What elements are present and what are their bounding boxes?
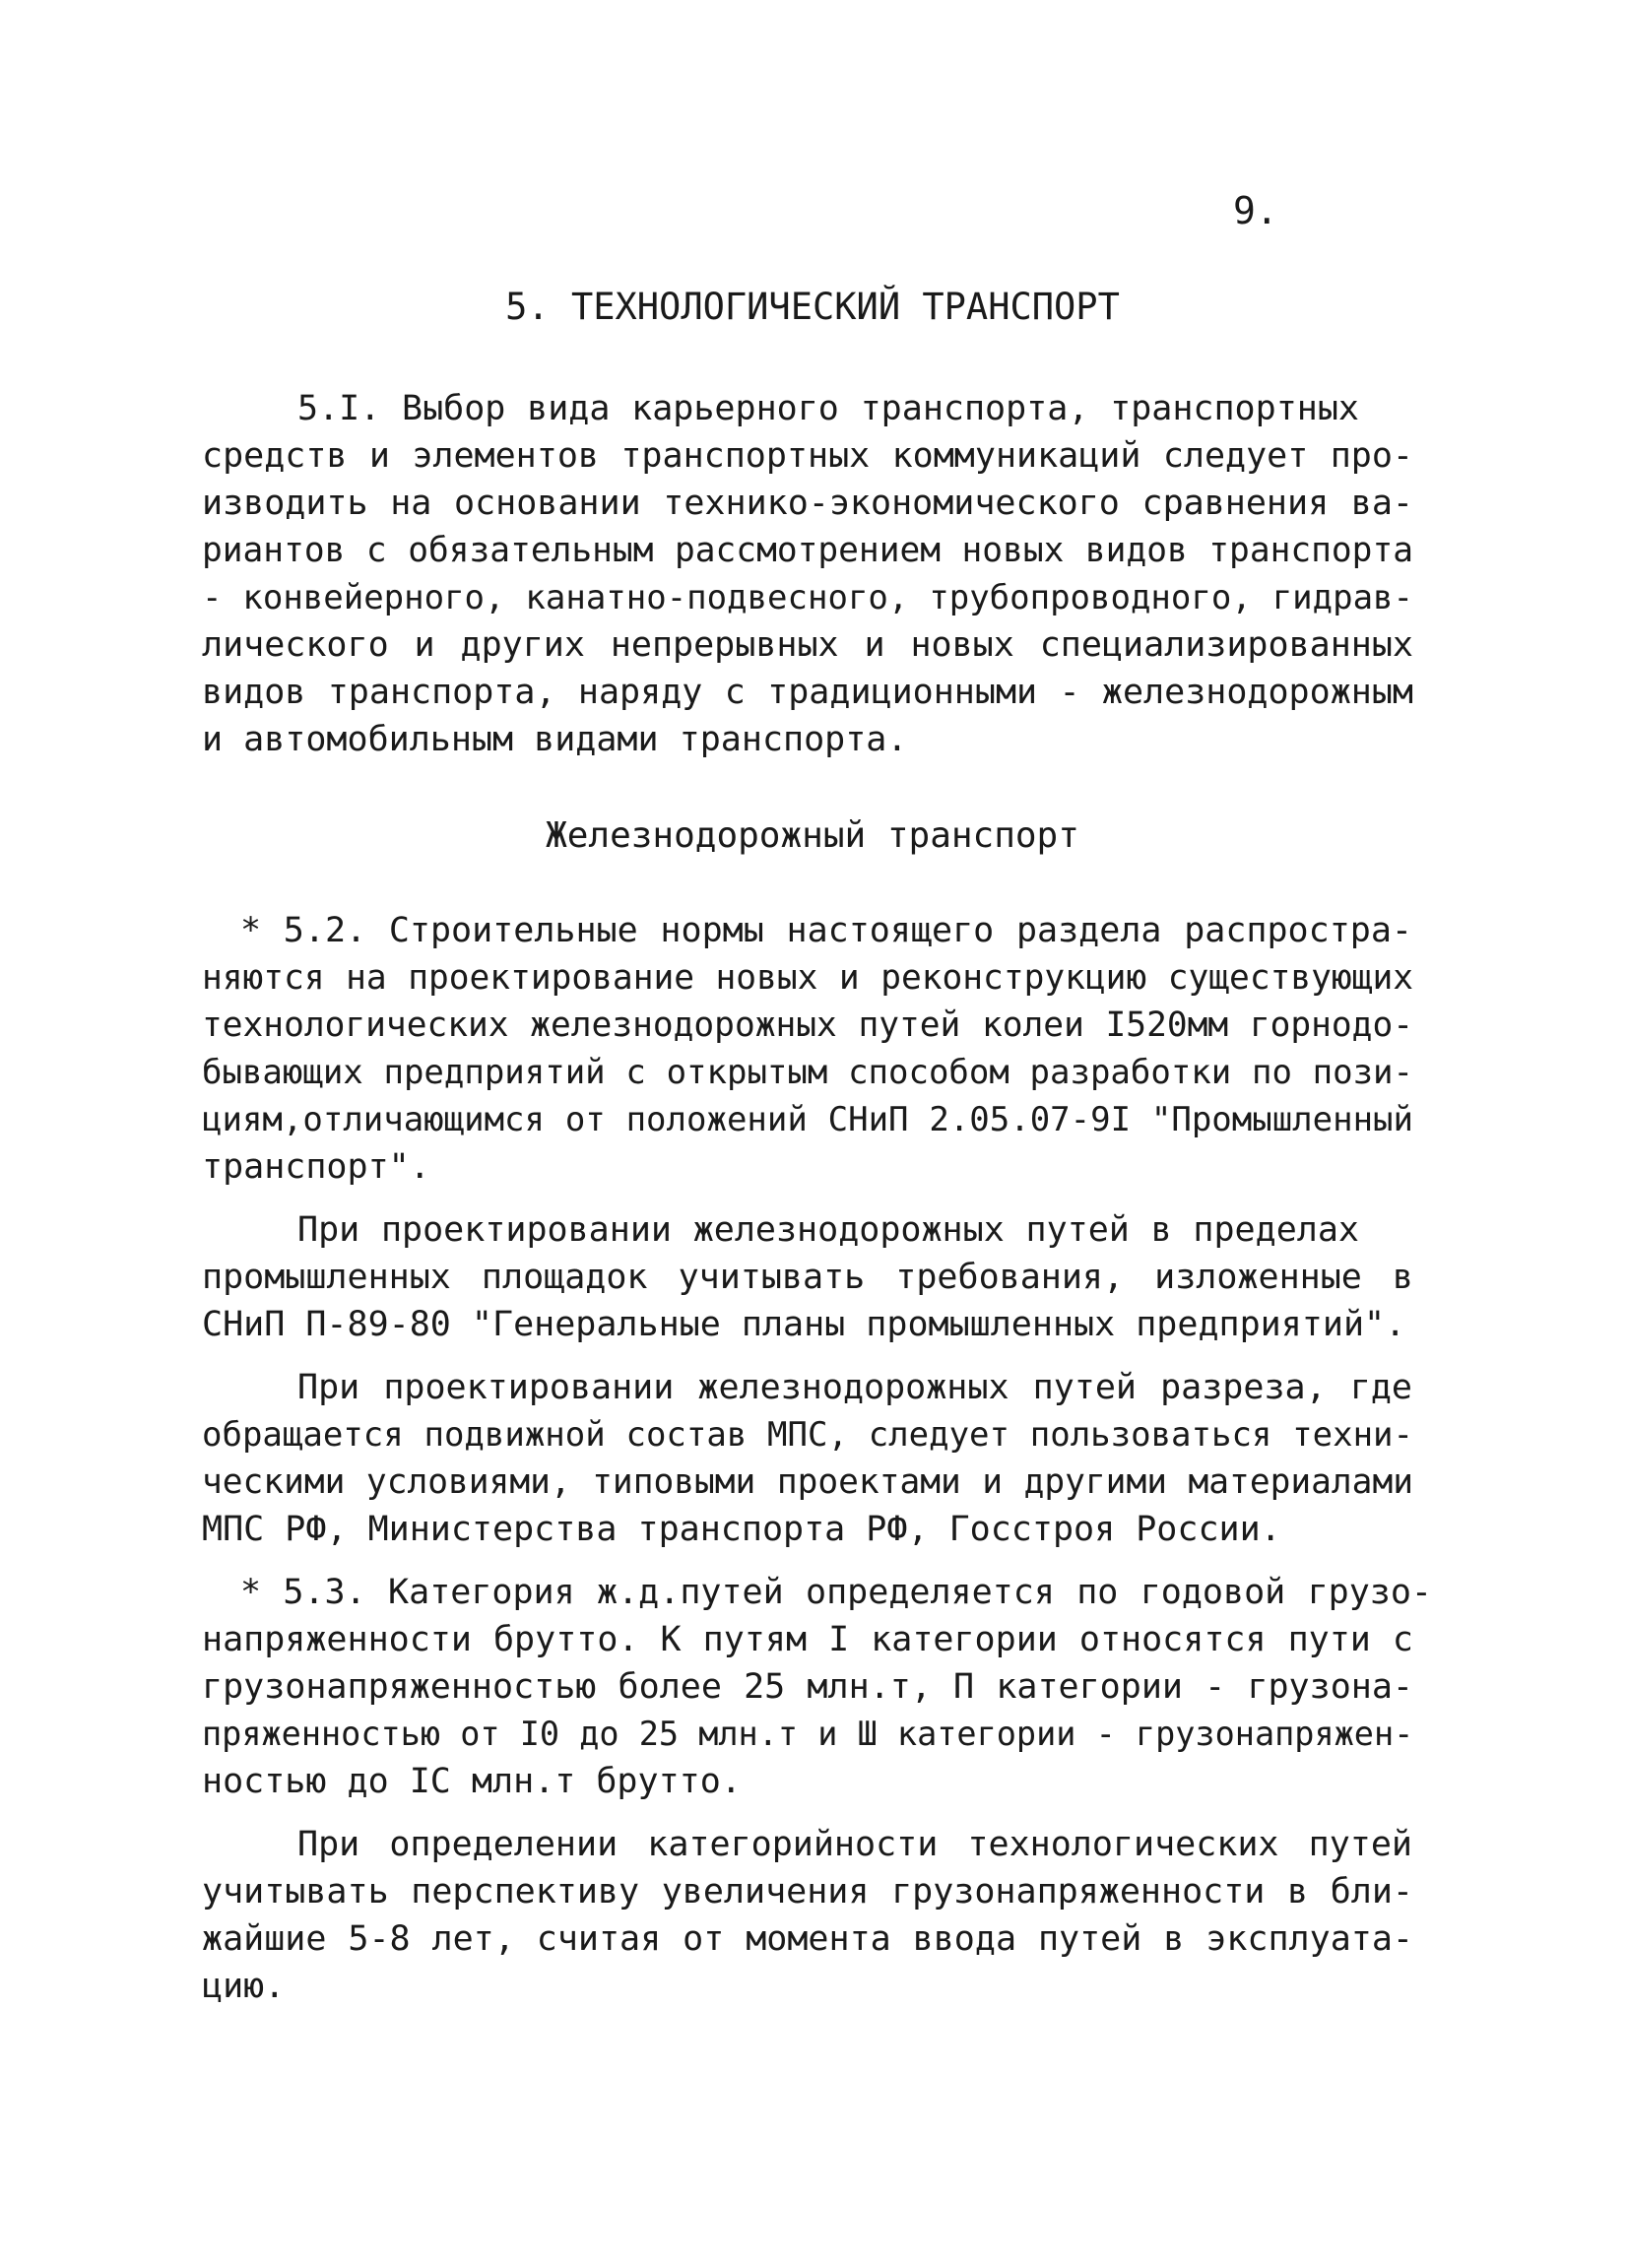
text-line: ческими условиями, типовыми проектами и другими материалами <box>202 1462 1413 1502</box>
section-title: 5. ТЕХНОЛОГИЧЕСКИЙ ТРАНСПОРТ <box>505 286 1120 328</box>
text-line: При проектировании железнодорожных путей в пределах <box>297 1210 1359 1250</box>
text-line: транспорт". <box>202 1147 430 1187</box>
text-line: бывающих предприятий с открытым способом разработки по пози- <box>202 1053 1413 1092</box>
subheading-railway: Железнодорожный транспорт <box>546 815 1079 856</box>
text-line: средств и элементов транспортных коммуникаций следует про- <box>202 436 1413 476</box>
text-line: няются на проектирование новых и реконструкцию существующих <box>202 958 1413 998</box>
text-line: 5.I. Выбор вида карьерного транспорта, транспортных <box>297 389 1359 428</box>
text-line: жайшие 5-8 лет, считая от момента ввода путей в эксплуата- <box>202 1919 1413 1959</box>
text-line: грузонапряженностью более 25 млн.т, П категории - грузона- <box>202 1667 1413 1707</box>
text-line: СНиП П-89-80 "Генеральные планы промышленных предприятий". <box>202 1305 1406 1344</box>
text-line: пряженностью от I0 до 25 млн.т и Ш категории - грузонапряжен- <box>202 1715 1414 1753</box>
text-line: напряженности брутто. К путям I категории относятся пути с <box>202 1620 1413 1659</box>
text-line: риантов с обязательным рассмотрением новых видов транспорта <box>202 531 1413 570</box>
text-line: МПС РФ, Министерства транспорта РФ, Госстроя России. <box>202 1510 1281 1549</box>
text-line: и автомобильным видами транспорта. <box>202 720 908 759</box>
text-line: обращается подвижной состав МПС, следует пользоваться техни- <box>202 1415 1413 1455</box>
text-line: лического и других непрерывных и новых специализированных <box>202 625 1413 665</box>
text-line: циям,отличающимся от положений СНиП 2.05.07-9I "Промышленный <box>202 1100 1413 1139</box>
text-line: изводить на основании технико-экономического сравнения ва- <box>202 484 1413 523</box>
text-line: цию. <box>202 1967 286 2006</box>
text-line: видов транспорта, наряду с традиционными - железнодорожным <box>202 673 1413 712</box>
text-line: * 5.3. Категория ж.д.путей определяется по годовой грузо- <box>240 1573 1432 1612</box>
text-line: ностью до IС млн.т брутто. <box>202 1762 742 1801</box>
text-line: технологических железнодорожных путей колеи I520мм горнодо- <box>202 1005 1413 1045</box>
text-line: * 5.2. Строительные нормы настоящего раздела распростра- <box>240 911 1412 950</box>
text-line: При проектировании железнодорожных путей разреза, где <box>297 1368 1412 1407</box>
text-line: - конвейерного, канатно-подвесного, трубопроводного, гидрав- <box>202 578 1413 617</box>
text-line: При определении категорийности технологических путей <box>297 1825 1412 1864</box>
text-line: промышленных площадок учитывать требования, изложенные в <box>202 1258 1413 1297</box>
text-line: учитывать перспективу увеличения грузонапряженности в бли- <box>202 1872 1413 1912</box>
page-number: 9. <box>1233 189 1278 232</box>
